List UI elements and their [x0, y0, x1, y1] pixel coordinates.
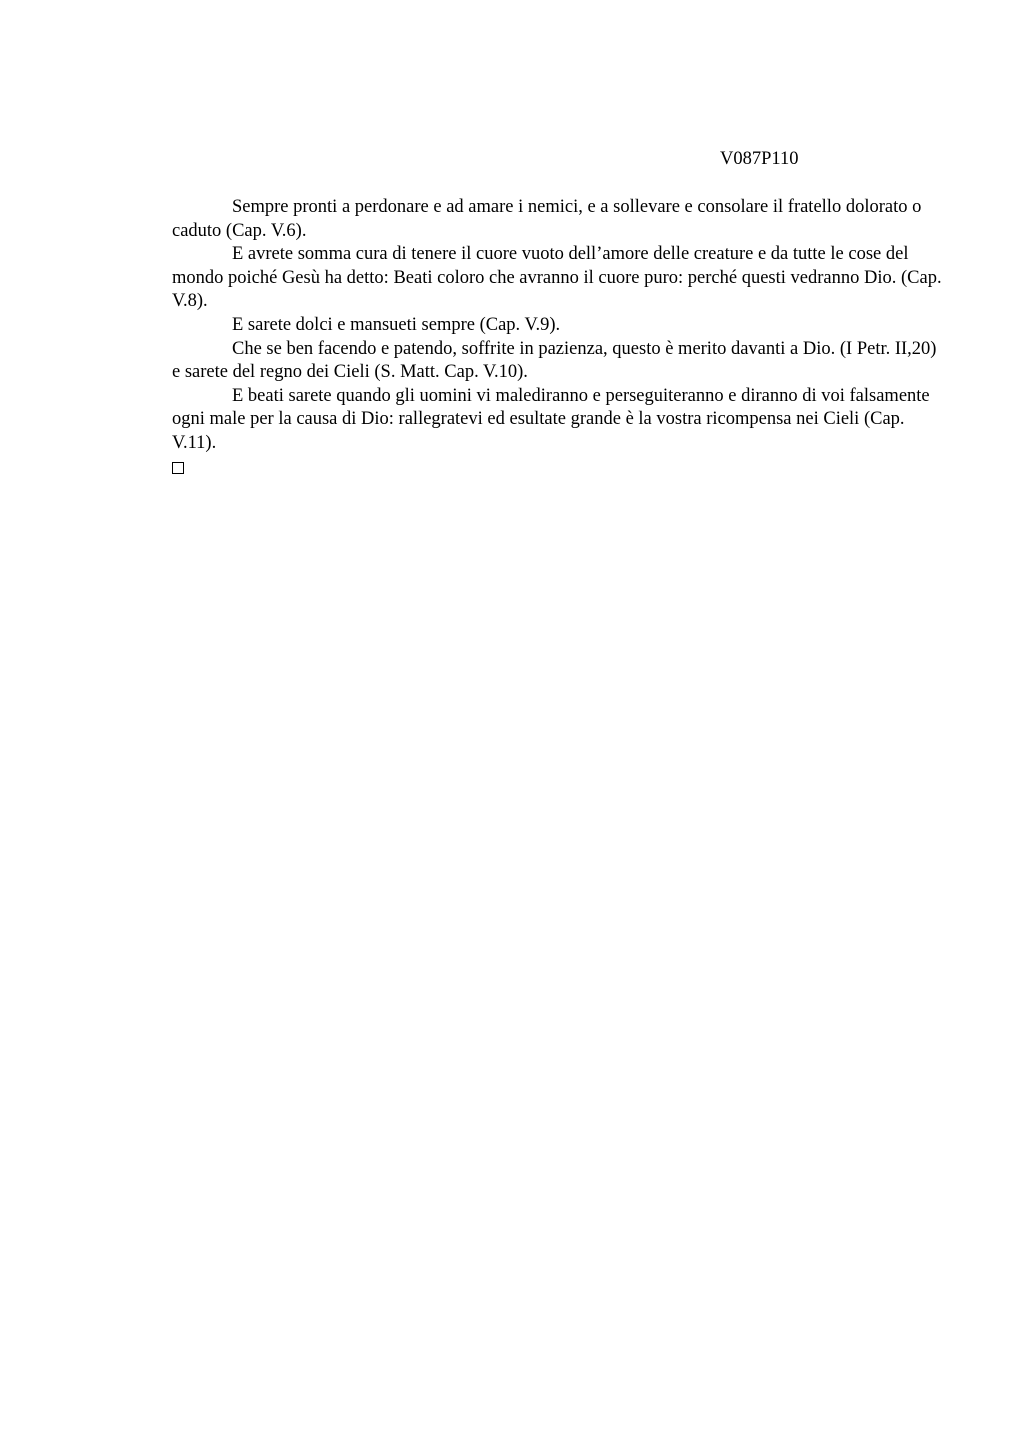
- empty-square-icon: [172, 462, 184, 474]
- paragraph: E beati sarete quando gli uomini vi malediranno e perseguiteranno e diranno di voi falsamente ogni male per la causa di Dio: rallegratevi ed esultate grande è la vostra ricompensa nei Cieli (Cap. V.11).: [172, 385, 930, 453]
- paragraph: E avrete somma cura di tenere il cuore vuoto dell’amore delle creature e da tutte le cose del mondo poiché Gesù ha detto: Beati coloro che avranno il cuore puro: perché questi vedranno Dio. (Cap. V.8).: [172, 244, 942, 312]
- page-id: V087P110: [720, 149, 799, 169]
- paragraph: E sarete dolci e mansueti sempre (Cap. V.9).: [232, 314, 561, 335]
- document-body: [172, 196, 944, 474]
- paragraph: Che se ben facendo e patendo, soffrite in pazienza, questo è merito davanti a Dio. (I Petr. II,20) e sarete del regno dei Cieli (S. Matt. Cap. V.10).: [172, 338, 937, 383]
- paragraph: Sempre pronti a perdonare e ad amare i nemici, e a sollevare e consolare il fratello dolorato o caduto (Cap. V.6).: [172, 197, 922, 241]
